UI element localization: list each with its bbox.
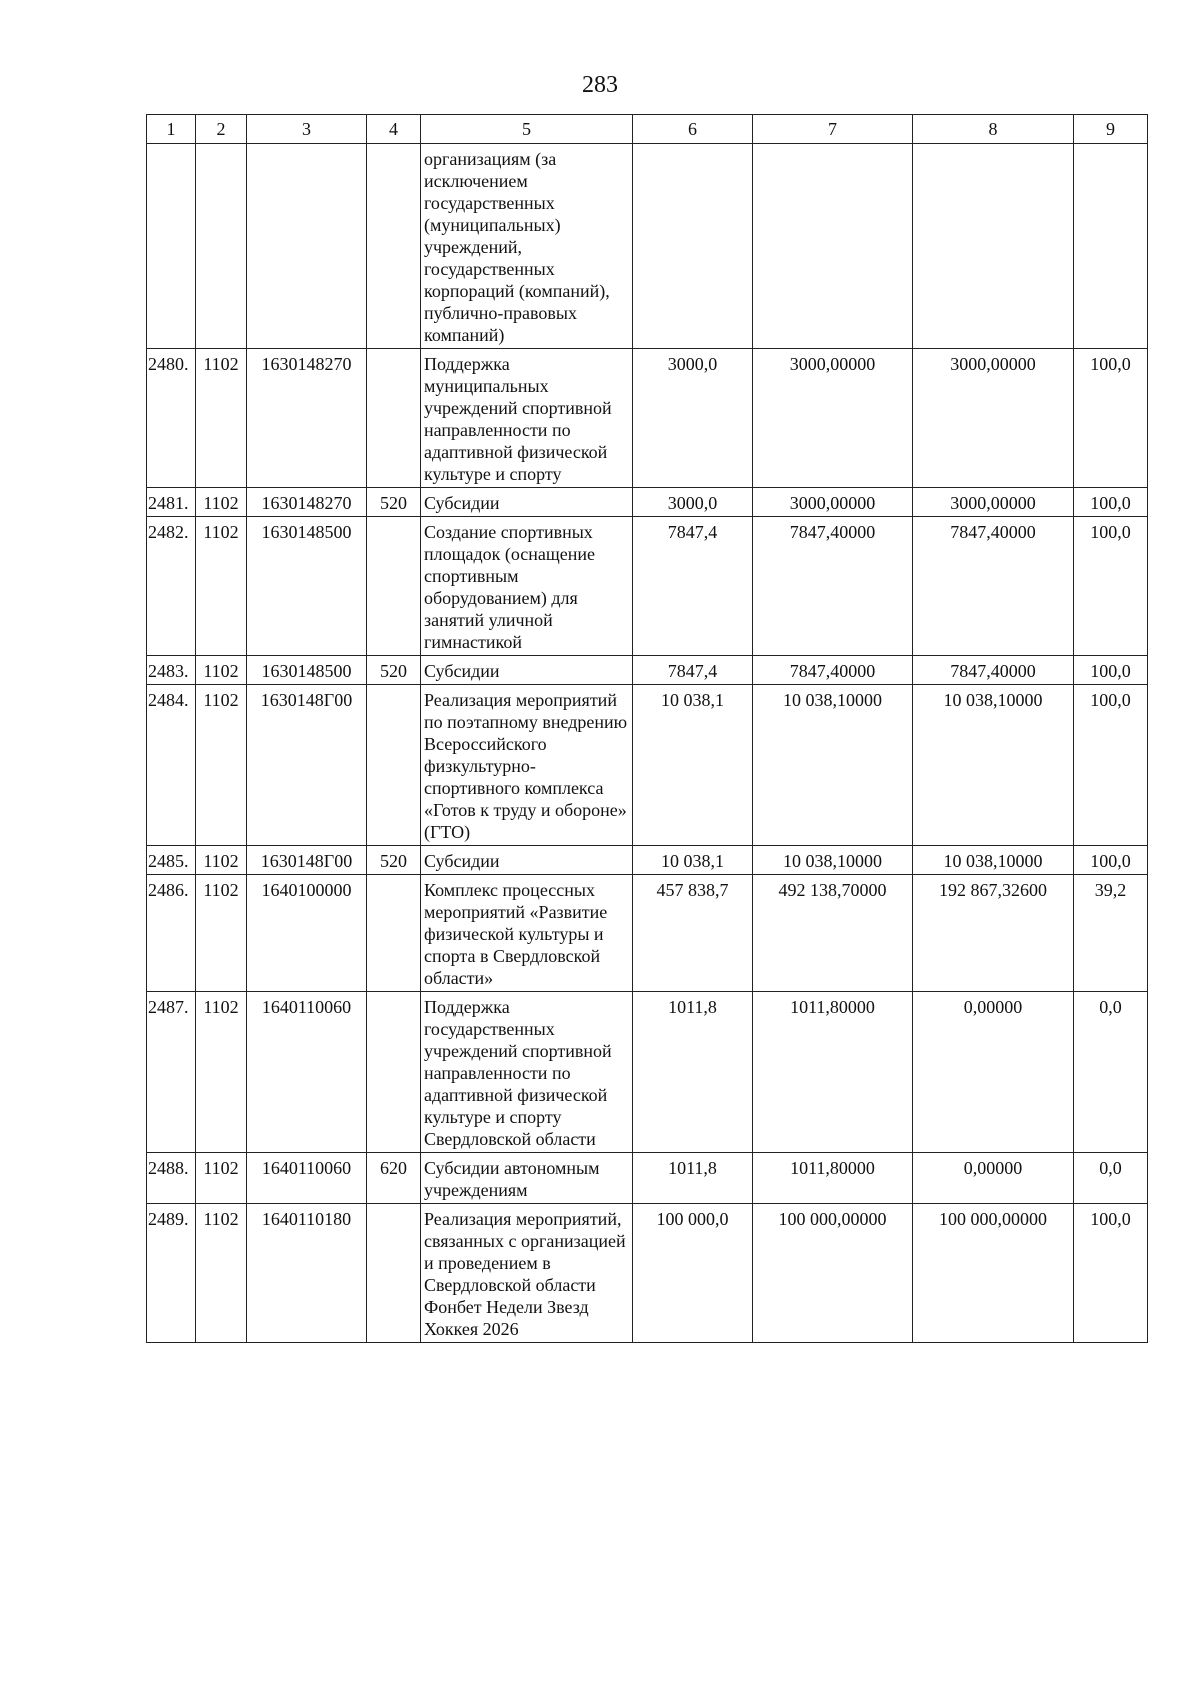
executed-amount-cell: 7847,40000	[913, 517, 1074, 656]
row-number-cell: 2486.	[147, 875, 196, 992]
item-name-cell: Поддержка государственных учреждений спортивной направленности по адаптивной физической культуре и спорту Свердловской области	[421, 992, 633, 1153]
approved-amount-cell: 7847,40000	[753, 656, 913, 685]
item-name-cell: Реализация мероприятий, связанных с организацией и проведением в Свердловской области Фонбет Недели Звезд Хоккея 2026	[421, 1204, 633, 1343]
planned-amount-cell: 100 000,0	[633, 1204, 753, 1343]
percent-cell: 100,0	[1074, 517, 1148, 656]
approved-amount-cell: 7847,40000	[753, 517, 913, 656]
table-row	[147, 875, 1148, 992]
expense-type-cell	[367, 517, 421, 656]
target-article-cell: 1630148Г00	[247, 685, 367, 846]
approved-amount-cell: 100 000,00000	[753, 1204, 913, 1343]
approved-amount-cell: 1011,80000	[753, 992, 913, 1153]
section-code-cell: 1102	[196, 517, 247, 656]
executed-amount-cell: 0,00000	[913, 992, 1074, 1153]
row-number-cell: 2485.	[147, 846, 196, 875]
target-article-cell: 1630148270	[247, 488, 367, 517]
table-row	[147, 1204, 1148, 1343]
section-code-cell	[196, 144, 247, 349]
planned-amount-cell	[633, 144, 753, 349]
planned-amount-cell: 7847,4	[633, 656, 753, 685]
approved-amount-cell: 492 138,70000	[753, 875, 913, 992]
target-article-cell: 1640110180	[247, 1204, 367, 1343]
approved-amount-cell	[753, 144, 913, 349]
section-code-cell: 1102	[196, 846, 247, 875]
item-name-cell: Реализация мероприятий по поэтапному внедрению Всероссийского физкультурно-спортивного комплекса «Готов к труду и обороне» (ГТО)	[421, 685, 633, 846]
header-cell: 2	[196, 115, 247, 144]
header-cell: 7	[753, 115, 913, 144]
table-row	[147, 517, 1148, 656]
table-row	[147, 144, 1148, 349]
header-cell: 1	[147, 115, 196, 144]
table-row	[147, 1153, 1148, 1204]
approved-amount-cell: 3000,00000	[753, 488, 913, 517]
expense-type-cell: 520	[367, 488, 421, 517]
expense-type-cell	[367, 144, 421, 349]
executed-amount-cell: 192 867,32600	[913, 875, 1074, 992]
target-article-cell: 1630148270	[247, 349, 367, 488]
executed-amount-cell: 3000,00000	[913, 349, 1074, 488]
item-name-cell: Субсидии	[421, 846, 633, 875]
planned-amount-cell: 7847,4	[633, 517, 753, 656]
section-code-cell: 1102	[196, 875, 247, 992]
table-row	[147, 349, 1148, 488]
row-number-cell: 2481.	[147, 488, 196, 517]
target-article-cell	[247, 144, 367, 349]
planned-amount-cell: 1011,8	[633, 1153, 753, 1204]
percent-cell	[1074, 144, 1148, 349]
expense-type-cell	[367, 685, 421, 846]
target-article-cell: 1630148Г00	[247, 846, 367, 875]
target-article-cell: 1640100000	[247, 875, 367, 992]
target-article-cell: 1630148500	[247, 517, 367, 656]
percent-cell: 100,0	[1074, 349, 1148, 488]
header-cell: 9	[1074, 115, 1148, 144]
section-code-cell: 1102	[196, 349, 247, 488]
percent-cell: 100,0	[1074, 1204, 1148, 1343]
executed-amount-cell: 100 000,00000	[913, 1204, 1074, 1343]
approved-amount-cell: 1011,80000	[753, 1153, 913, 1204]
table-row	[147, 656, 1148, 685]
percent-cell: 100,0	[1074, 685, 1148, 846]
percent-cell: 100,0	[1074, 846, 1148, 875]
budget-table	[146, 114, 1148, 1343]
executed-amount-cell	[913, 144, 1074, 349]
page-number: 283	[582, 72, 618, 98]
table-row	[147, 846, 1148, 875]
executed-amount-cell: 10 038,10000	[913, 685, 1074, 846]
expense-type-cell: 620	[367, 1153, 421, 1204]
item-name-cell: Субсидии	[421, 488, 633, 517]
item-name-cell: Комплекс процессных мероприятий «Развитие физической культуры и спорта в Свердловской области»	[421, 875, 633, 992]
table-row	[147, 992, 1148, 1153]
section-code-cell: 1102	[196, 488, 247, 517]
expense-type-cell	[367, 875, 421, 992]
row-number-cell: 2488.	[147, 1153, 196, 1204]
row-number-cell: 2480.	[147, 349, 196, 488]
percent-cell: 100,0	[1074, 656, 1148, 685]
table-header-row	[147, 115, 1148, 144]
planned-amount-cell: 3000,0	[633, 349, 753, 488]
section-code-cell: 1102	[196, 992, 247, 1153]
table-row	[147, 685, 1148, 846]
header-cell: 4	[367, 115, 421, 144]
approved-amount-cell: 3000,00000	[753, 349, 913, 488]
planned-amount-cell: 10 038,1	[633, 846, 753, 875]
target-article-cell: 1630148500	[247, 656, 367, 685]
expense-type-cell: 520	[367, 656, 421, 685]
planned-amount-cell: 10 038,1	[633, 685, 753, 846]
approved-amount-cell: 10 038,10000	[753, 846, 913, 875]
section-code-cell: 1102	[196, 1204, 247, 1343]
planned-amount-cell: 457 838,7	[633, 875, 753, 992]
percent-cell: 39,2	[1074, 875, 1148, 992]
row-number-cell: 2489.	[147, 1204, 196, 1343]
planned-amount-cell: 1011,8	[633, 992, 753, 1153]
row-number-cell: 2482.	[147, 517, 196, 656]
expense-type-cell: 520	[367, 846, 421, 875]
header-cell: 8	[913, 115, 1074, 144]
header-cell: 6	[633, 115, 753, 144]
item-name-cell: Создание спортивных площадок (оснащение спортивным оборудованием) для занятий уличной гимнастикой	[421, 517, 633, 656]
executed-amount-cell: 3000,00000	[913, 488, 1074, 517]
item-name-cell: Субсидии	[421, 656, 633, 685]
row-number-cell	[147, 144, 196, 349]
row-number-cell: 2487.	[147, 992, 196, 1153]
table-row	[147, 488, 1148, 517]
expense-type-cell	[367, 992, 421, 1153]
section-code-cell: 1102	[196, 685, 247, 846]
header-cell: 5	[421, 115, 633, 144]
item-name-cell: Субсидии автономным учреждениям	[421, 1153, 633, 1204]
section-code-cell: 1102	[196, 1153, 247, 1204]
executed-amount-cell: 0,00000	[913, 1153, 1074, 1204]
percent-cell: 0,0	[1074, 992, 1148, 1153]
approved-amount-cell: 10 038,10000	[753, 685, 913, 846]
target-article-cell: 1640110060	[247, 992, 367, 1153]
executed-amount-cell: 10 038,10000	[913, 846, 1074, 875]
executed-amount-cell: 7847,40000	[913, 656, 1074, 685]
row-number-cell: 2483.	[147, 656, 196, 685]
expense-type-cell	[367, 349, 421, 488]
row-number-cell: 2484.	[147, 685, 196, 846]
percent-cell: 100,0	[1074, 488, 1148, 517]
item-name-cell: Поддержка муниципальных учреждений спортивной направленности по адаптивной физической культуре и спорту	[421, 349, 633, 488]
planned-amount-cell: 3000,0	[633, 488, 753, 517]
item-name-cell: организациям (за исключением государственных (муниципальных) учреждений, государственных корпораций (компаний), публично-правовых компаний)	[421, 144, 633, 349]
target-article-cell: 1640110060	[247, 1153, 367, 1204]
section-code-cell: 1102	[196, 656, 247, 685]
expense-type-cell	[367, 1204, 421, 1343]
header-cell: 3	[247, 115, 367, 144]
percent-cell: 0,0	[1074, 1153, 1148, 1204]
